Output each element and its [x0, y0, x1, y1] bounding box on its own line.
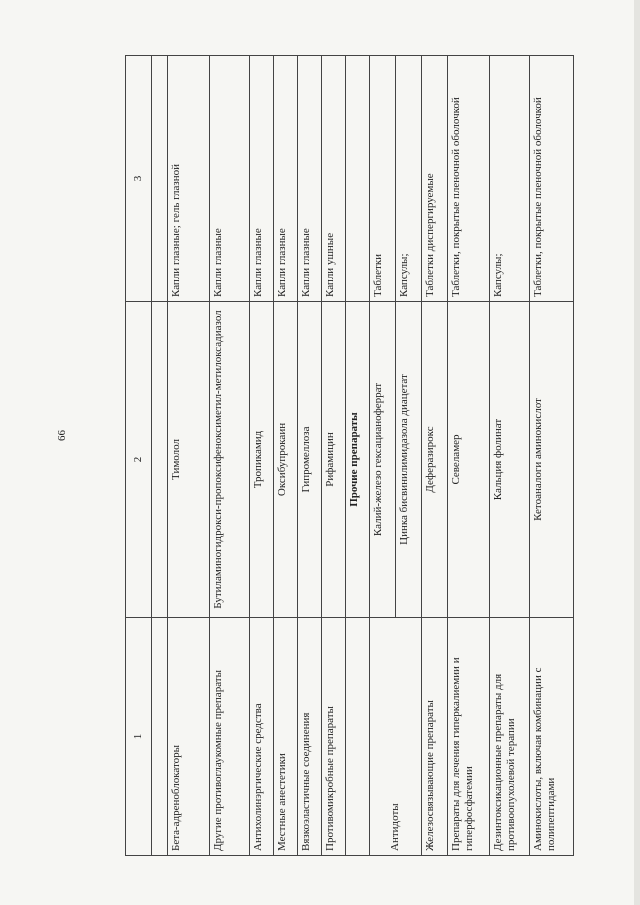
blank-cell [346, 618, 370, 856]
table-row [274, 56, 298, 856]
group-cell: Дезинтоксикационные препараты для противоопухолевой терапии [490, 618, 530, 856]
drug-cell: Кетоаналоги аминокислот [530, 302, 574, 618]
group-cell: Другие противоглаукомные препараты [210, 618, 250, 856]
scan-edge [634, 0, 640, 905]
table-row [250, 56, 274, 856]
group-cell: Бета-адреноблокаторы [168, 618, 210, 856]
header-cell-3: 3 [126, 56, 152, 302]
form-cell: Таблетки, покрытые пленочной оболочкой [448, 56, 490, 302]
group-cell: Железосвязывающие препараты [422, 618, 448, 856]
form-cell: Капли глазные [210, 56, 250, 302]
group-cell: Антидоты [370, 618, 422, 856]
form-cell: Таблетки диспергируемые [422, 56, 448, 302]
form-cell: Капли глазные [250, 56, 274, 302]
form-cell: Капли ушные [322, 56, 346, 302]
table-row [298, 56, 322, 856]
section-row [346, 56, 370, 856]
form-cell: Капли глазные; гель глазной [168, 56, 210, 302]
drug-cell: Тропикамид [250, 302, 274, 618]
blank-cell [346, 56, 370, 302]
table-row [422, 56, 448, 856]
drug-cell: Кальция фолинат [490, 302, 530, 618]
table-row [370, 56, 396, 856]
drug-cell: Цинка бисвинилимидазола диацетат [396, 302, 422, 618]
blank-cell [152, 302, 168, 618]
form-cell: Таблетки [370, 56, 396, 302]
group-cell: Противомикробные препараты [322, 618, 346, 856]
form-cell: Капсулы; [396, 56, 422, 302]
group-cell: Вязкоэластичные соединения [298, 618, 322, 856]
header-cell-2: 2 [126, 302, 152, 618]
drug-cell: Деферазирокс [422, 302, 448, 618]
header-row [126, 56, 152, 856]
drug-cell: Оксибупрокаин [274, 302, 298, 618]
drug-cell: Тимолол [168, 302, 210, 618]
table-row [168, 56, 210, 856]
page-number: 66 [56, 430, 68, 441]
group-cell: Аминокислоты, включая комбинации с полипептидами [530, 618, 574, 856]
form-cell: Таблетки, покрытые пленочной оболочкой [530, 56, 574, 302]
blank-row [152, 56, 168, 856]
table-row [530, 56, 574, 856]
form-cell: Капсулы; [490, 56, 530, 302]
drug-cell: Севеламер [448, 302, 490, 618]
form-cell: Капли глазные [298, 56, 322, 302]
blank-cell [152, 56, 168, 302]
table-row [322, 56, 346, 856]
drug-cell: Бутиламиногидрокси-пропоксифеноксиметил-метилоксадиазол [210, 302, 250, 618]
group-cell: Препараты для лечения гиперкалиемии и гиперфосфатемии [448, 618, 490, 856]
drug-cell: Гипромеллоза [298, 302, 322, 618]
rotated-table-wrapper [125, 56, 557, 856]
table-row [448, 56, 490, 856]
header-cell-1: 1 [126, 618, 152, 856]
drug-cell: Рифамицин [322, 302, 346, 618]
drug-cell: Калий-железо гексацианоферрат [370, 302, 396, 618]
blank-cell [152, 618, 168, 856]
group-cell: Местные анестетики [274, 618, 298, 856]
table-row [210, 56, 250, 856]
group-cell: Антихолинэргические средства [250, 618, 274, 856]
section-title: Прочие препараты [346, 302, 370, 618]
drug-table [125, 55, 574, 856]
form-cell: Капли глазные [274, 56, 298, 302]
table-row [490, 56, 530, 856]
